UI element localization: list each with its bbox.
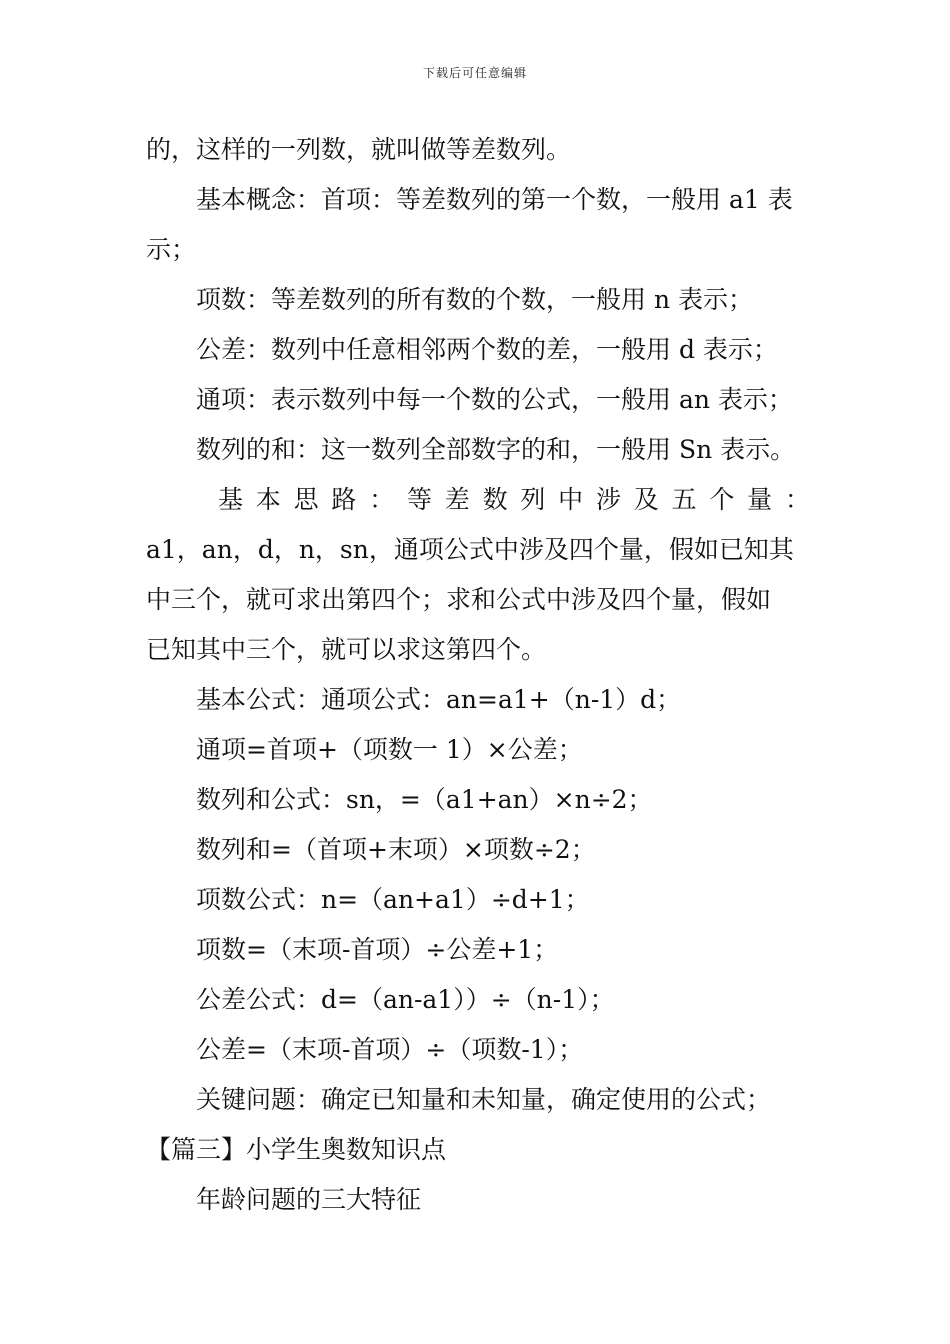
paragraph-line: 公差公式：d=（an-a1））÷（n-1）； [196,985,615,1014]
justified-char: 差 [444,485,470,514]
paragraph-line: 年龄问题的三大特征 [196,1185,422,1214]
paragraph-line: 中三个，就可求出第四个；求和公式中涉及四个量，假如 [146,585,772,614]
paragraph-line: 公差=（末项-首项）÷（项数-1）； [196,1035,584,1064]
justified-char: 等 [406,485,432,514]
justified-char: 数 [482,485,508,514]
paragraph-line: 公差：数列中任意相邻两个数的差，一般用 d 表示； [196,335,778,364]
justified-char: ： [369,485,395,514]
paragraph-line: 通项：表示数列中每一个数的公式，一般用 an 表示； [196,385,793,414]
paragraph-line: 基本概念：首项：等差数列的第一个数，一般用 a1 表 [196,185,793,214]
justified-char: 列 [520,485,546,514]
justified-char: 五 [671,485,697,514]
document-body [146,125,810,1225]
paragraph-line: 数列的和：这一数列全部数字的和，一般用 Sn 表示。 [196,435,796,464]
justified-char: 中 [558,485,584,514]
paragraph-line: 数列和公式：sn，=（a1+an）×n÷2； [196,785,653,814]
paragraph-line: 通项=首项+（项数一 1）×公差； [196,735,583,764]
justified-char: 本 [255,485,281,514]
paragraph-line: 数列和=（首项+末项）×项数÷2； [196,835,596,864]
paragraph-line: a1，an，d，n，sn，通项公式中涉及四个量，假如已知其 [146,535,794,564]
justified-char: 及 [633,485,659,514]
justified-char: 思 [293,485,319,514]
paragraph-line: 已知其中三个，就可以求这第四个。 [146,635,547,664]
page-header-note: 下载后可任意编辑 [422,66,527,80]
justified-char: 涉 [595,485,621,514]
justified-char: 量 [747,485,773,514]
section-heading: 【篇三】小学生奥数知识点 [146,1135,447,1164]
paragraph-line: 示； [146,235,197,264]
paragraph-line: 的，这样的一列数，就叫做等差数列。 [146,135,572,164]
justified-char: 路 [331,485,357,514]
paragraph-line: 基本公式：通项公式：an=a1+（n-1）d； [196,685,682,714]
justified-char: 基 [218,485,244,514]
paragraph-line-justified [146,475,810,525]
justified-char: ： [784,485,810,514]
paragraph-line: 项数：等差数列的所有数的个数，一般用 n 表示； [196,285,753,314]
paragraph-line: 项数=（末项-首项）÷公差+1； [196,935,559,964]
justified-char: 个 [709,485,735,514]
paragraph-line: 项数公式：n=（an+a1）÷d+1； [196,885,590,914]
paragraph-line: 关键问题：确定已知量和未知量，确定使用的公式； [196,1085,772,1114]
